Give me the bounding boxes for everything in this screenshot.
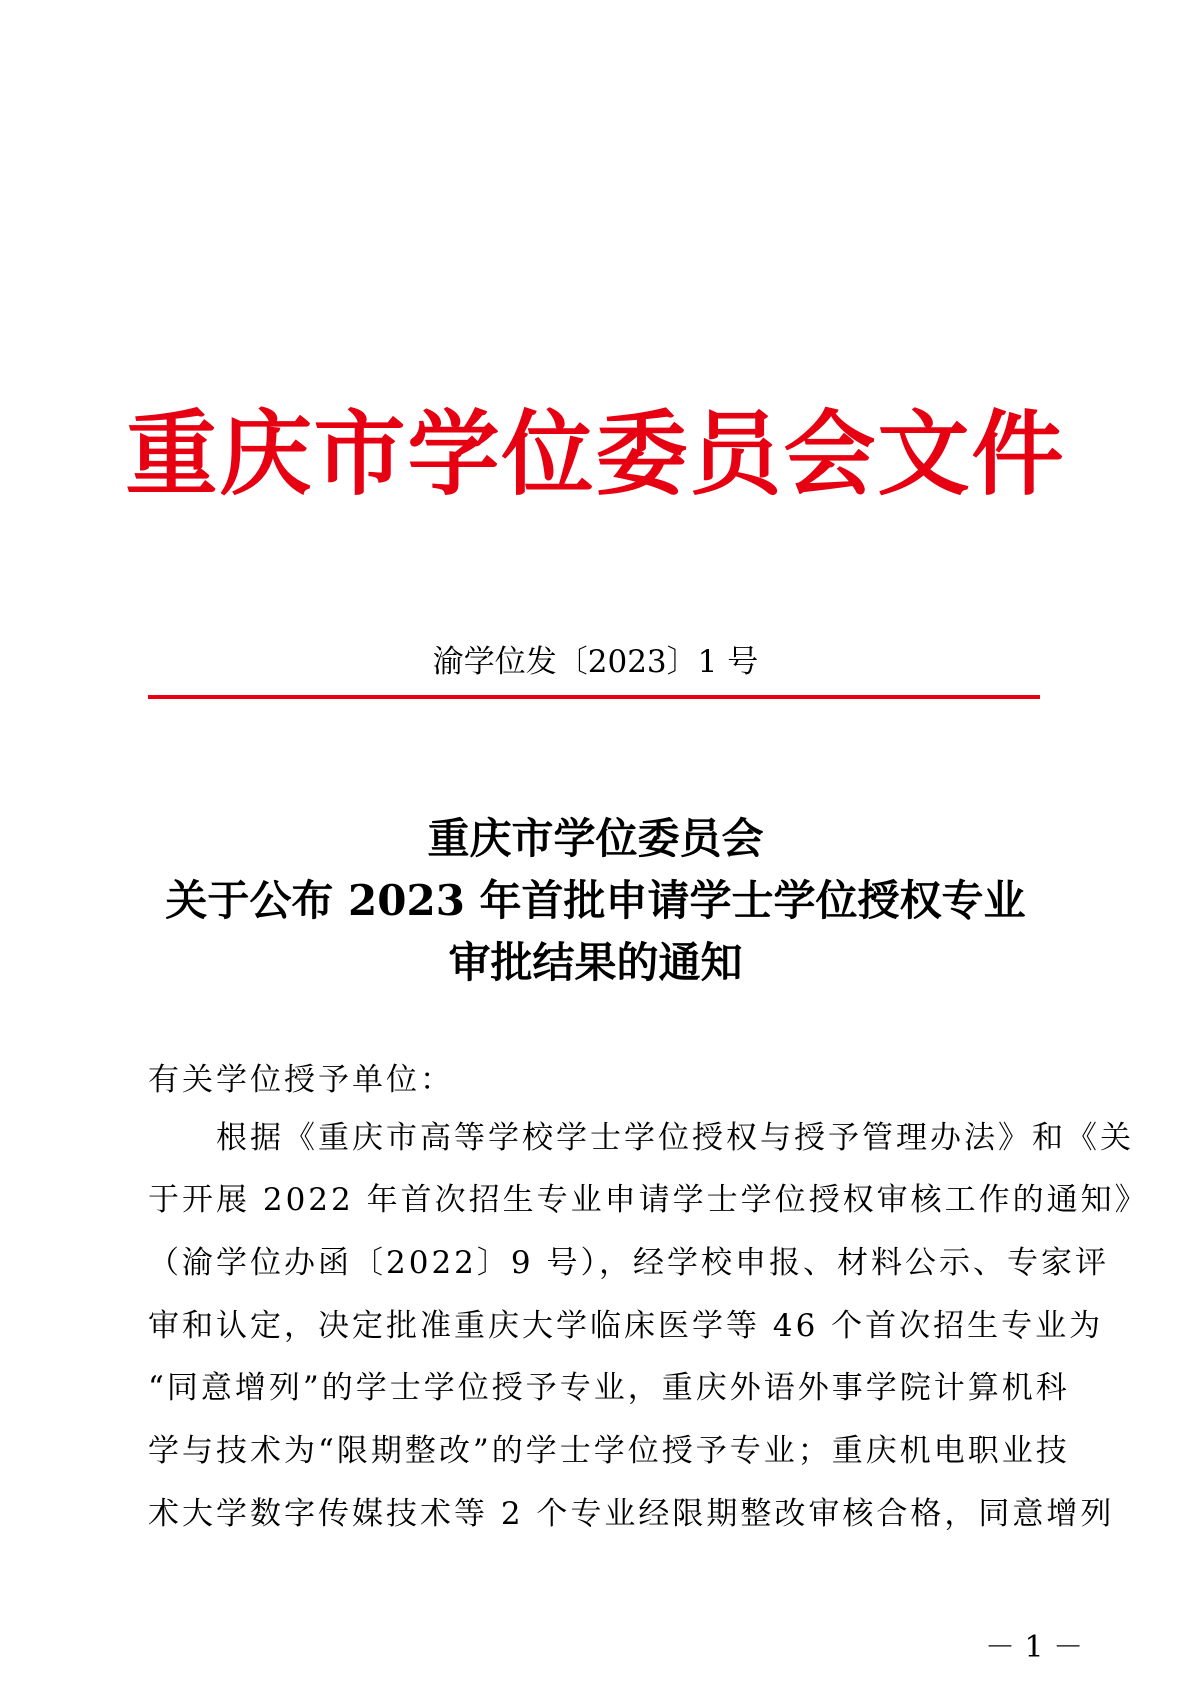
body-text-line-1: 根据《重庆市高等学校学士学位授权与授予管理办法》和《关 bbox=[148, 1120, 1134, 1156]
body-text-line-7: 术大学数字传媒技术等 2 个专业经限期整改审核合格，同意增列 bbox=[148, 1496, 1115, 1532]
document-header-title: 重庆市学位委员会文件 bbox=[125, 401, 1066, 508]
body-text-line-5: “同意增列”的学士学位授予专业，重庆外语外事学院计算机科 bbox=[148, 1370, 1070, 1406]
notice-title bbox=[0, 808, 1191, 994]
body-text-line-4: 审和认定，决定批准重庆大学临床医学等 46 个首次招生专业为 bbox=[148, 1308, 1104, 1344]
notice-title-line-2: 关于公布 2023 年首批申请学士学位授权专业 bbox=[165, 876, 1026, 925]
body-text-line-3: （渝学位办函〔2022〕9 号），经学校申报、材料公示、专家评 bbox=[148, 1245, 1109, 1281]
notice-title-line-1: 重庆市学位委员会 bbox=[427, 814, 764, 863]
body-text-line-2: 于开展 2022 年首次招生专业申请学士学位授权审核工作的通知》 bbox=[148, 1182, 1149, 1218]
red-divider-line bbox=[148, 695, 1040, 699]
document-number: 渝学位发〔2023〕1 号 bbox=[432, 644, 759, 680]
notice-title-line-3: 审批结果的通知 bbox=[448, 938, 743, 987]
page-number: － 1 － bbox=[985, 1630, 1084, 1665]
body-text-line-6: 学与技术为“限期整改”的学士学位授予专业；重庆机电职业技 bbox=[148, 1433, 1070, 1469]
salutation: 有关学位授予单位： bbox=[148, 1062, 454, 1098]
